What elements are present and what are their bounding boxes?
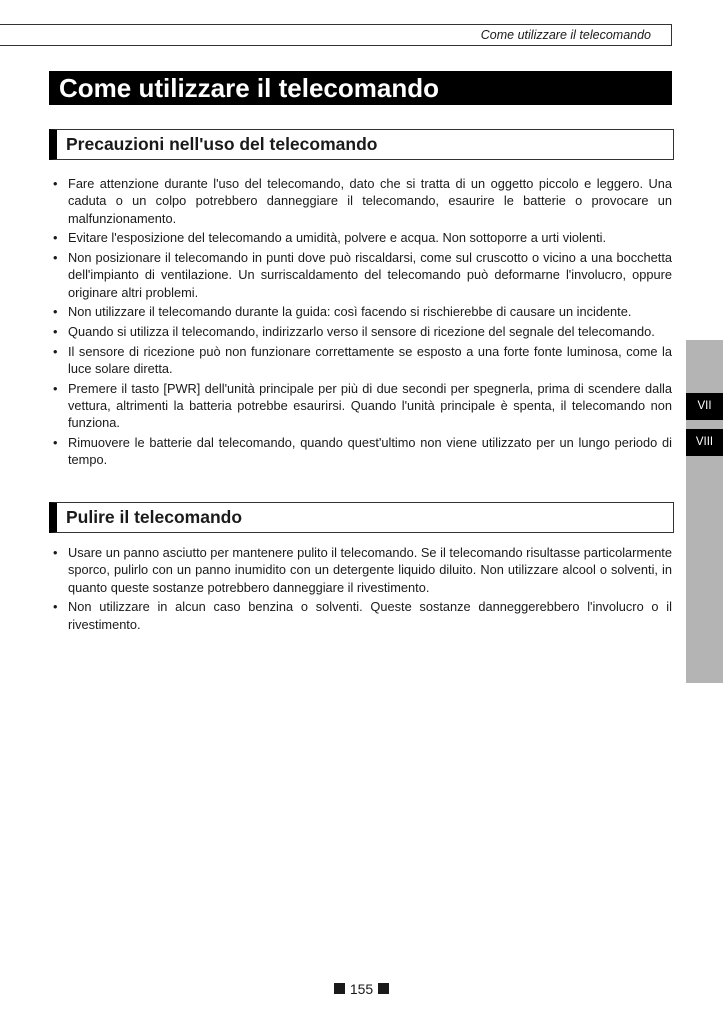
- list-item-text: Non utilizzare in alcun caso benzina o solventi. Queste sostanze danneggerebbero l'involucro o il rivestimento.: [68, 599, 672, 632]
- page-footer: [0, 980, 723, 998]
- bullet-mark: •: [53, 545, 58, 560]
- section-heading-precautions: Precauzioni nell'uso del telecomando: [49, 129, 674, 160]
- chapter-marker-viii: VIII: [686, 429, 723, 456]
- chapter-marker-vii: VII: [686, 393, 723, 420]
- list-item-text: Quando si utilizza il telecomando, indirizzarlo verso il sensore di ricezione del segnale del telecomando.: [68, 324, 655, 339]
- bullet-mark: •: [53, 176, 58, 191]
- list-item-text: Non posizionare il telecomando in punti dove può riscaldarsi, come sul cruscotto o vicino a una bocchetta dell'impianto di ventilazione. Un surriscaldamento del telecomando può deformarne l'involucro, oppure originare altri problemi.: [68, 250, 672, 300]
- bullet-mark: •: [53, 230, 58, 246]
- list-item: [49, 434, 672, 469]
- side-chapter-tab: [686, 340, 723, 683]
- bullet-mark: •: [53, 343, 58, 359]
- bullet-mark: •: [53, 324, 58, 339]
- page-number: 155: [349, 981, 374, 997]
- running-header-title: Come utilizzare il telecomando: [480, 28, 651, 42]
- square-icon: [334, 983, 345, 994]
- bullet-mark: •: [53, 435, 58, 450]
- list-item-text: Rimuovere le batterie dal telecomando, quando quest'ultimo non viene utilizzato per un lungo periodo di tempo.: [68, 435, 672, 468]
- list-item: [49, 544, 672, 596]
- precautions-list: [49, 175, 672, 471]
- list-item-text: Non utilizzare il telecomando durante la guida: così facendo si rischierebbe di causare un incidente.: [68, 304, 632, 320]
- bullet-mark: •: [53, 250, 58, 265]
- list-item-text: Fare attenzione durante l'uso del telecomando, dato che si tratta di un oggetto piccolo e leggero. Una caduta o un colpo potrebbero danneggiare il telecomando, esaurire le batterie o provocare un malfunzionamento.: [68, 176, 672, 226]
- list-item: [49, 303, 672, 320]
- section-heading-cleaning: Pulire il telecomando: [49, 502, 674, 533]
- cleaning-list: [49, 544, 672, 635]
- bullet-mark: •: [53, 599, 58, 615]
- list-item: [49, 598, 672, 633]
- square-icon: [378, 983, 389, 994]
- running-header: [0, 24, 672, 46]
- list-item: [49, 343, 672, 378]
- list-item-text: Evitare l'esposizione del telecomando a umidità, polvere e acqua. Non sottoporre a urti violenti.: [68, 230, 607, 246]
- list-item-text: Premere il tasto [PWR] dell'unità principale per più di due secondi per spegnerla, prima di scendere dalla vettura, altrimenti la batteria potrebbe esaurirsi. Quando l'unità principale è spenta, il telecomando non funziona.: [68, 380, 672, 431]
- list-item: [49, 229, 672, 246]
- bullet-mark: •: [53, 304, 58, 320]
- list-item: [49, 175, 672, 227]
- list-item-text: Usare un panno asciutto per mantenere pulito il telecomando. Se il telecomando risultasse particolarmente sporco, pulirlo con un panno inumidito con un detergente liquido diluito. Non utilizzare alcool o solventi, in quanto queste sostanze potrebbero danneggiare il rivestimento.: [68, 545, 672, 595]
- list-item: [49, 380, 672, 432]
- list-item: [49, 249, 672, 301]
- page-title: Come utilizzare il telecomando: [49, 71, 672, 105]
- list-item-text: Il sensore di ricezione può non funzionare correttamente se esposto a una forte fonte luminosa, come la luce solare diretta.: [68, 343, 672, 376]
- list-item: [49, 323, 672, 340]
- bullet-mark: •: [53, 380, 58, 396]
